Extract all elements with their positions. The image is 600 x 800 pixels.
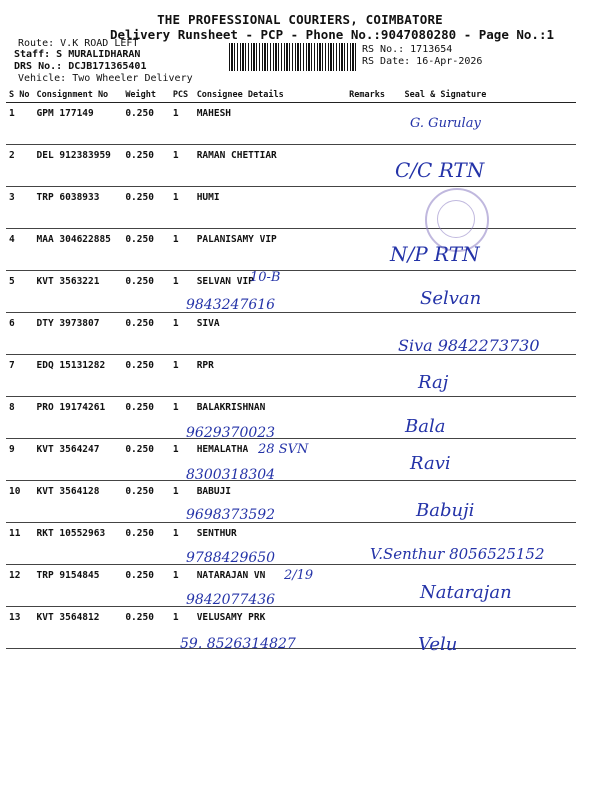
- cell-weight: 0.250: [122, 313, 170, 355]
- cell-remarks: [346, 271, 401, 313]
- table-row: [6, 481, 576, 523]
- signature-row-8: Bala: [405, 416, 446, 437]
- cell-consignee: HEMALATHA: [194, 439, 346, 481]
- signature-row-1: G. Gurulay: [410, 116, 481, 131]
- cell-consignee: VELUSAMY PRK: [194, 607, 346, 649]
- cell-consignee: SIVA: [194, 313, 346, 355]
- cell-weight: 0.250: [122, 565, 170, 607]
- cell-remarks: [346, 145, 401, 187]
- cell-pcs: 1: [170, 145, 194, 187]
- col-header-pcs: PCS: [170, 88, 194, 103]
- cell-pcs: 1: [170, 607, 194, 649]
- runsheet-table: [6, 88, 576, 649]
- cell-consignee: MAHESH: [194, 103, 346, 145]
- cell-pcs: 1: [170, 523, 194, 565]
- cell-pcs: 1: [170, 103, 194, 145]
- route-line: [18, 38, 138, 49]
- cell-sno: 6: [6, 313, 34, 355]
- cell-sno: 8: [6, 397, 34, 439]
- phone-row-10: 9698373592: [186, 507, 276, 523]
- col-header-weight: Weight: [122, 88, 170, 103]
- cell-remarks: [346, 439, 401, 481]
- cell-consignment: KVT 3564247: [34, 439, 123, 481]
- cell-remarks: [346, 187, 401, 229]
- cell-consignment: DEL 912383959: [34, 145, 123, 187]
- signature-row-12: Natarajan: [420, 582, 512, 603]
- cell-sno: 13: [6, 607, 34, 649]
- cell-consignment: RKT 10552963: [34, 523, 123, 565]
- cell-remarks: [346, 481, 401, 523]
- cell-sno: 5: [6, 271, 34, 313]
- note-row-9: 28 SVN: [258, 442, 309, 457]
- cell-consignee: RPR: [194, 355, 346, 397]
- cell-consignee: PALANISAMY VIP: [194, 229, 346, 271]
- cell-pcs: 1: [170, 397, 194, 439]
- cell-consignee: BALAKRISHNAN: [194, 397, 346, 439]
- col-header-sno: S No: [6, 88, 34, 103]
- cell-consignment: DTY 3973807: [34, 313, 123, 355]
- signature-row-2: C/C RTN: [395, 158, 485, 182]
- cell-pcs: 1: [170, 229, 194, 271]
- cell-weight: 0.250: [122, 607, 170, 649]
- cell-weight: 0.250: [122, 103, 170, 145]
- cell-consignee: HUMI: [194, 187, 346, 229]
- cell-remarks: [346, 397, 401, 439]
- cell-consignment: GPM 177149: [34, 103, 123, 145]
- drs-label: DRS No.:: [14, 61, 63, 72]
- cell-pcs: 1: [170, 313, 194, 355]
- signature-row-13: Velu: [418, 634, 458, 655]
- cell-sno: 2: [6, 145, 34, 187]
- cell-weight: 0.250: [122, 397, 170, 439]
- cell-consignee: RAMAN CHETTIAR: [194, 145, 346, 187]
- table-header-row: [6, 88, 576, 103]
- phone-row-11: 9788429650: [186, 550, 276, 566]
- cell-consignee: SENTHUR: [194, 523, 346, 565]
- signature-row-7: Raj: [418, 372, 449, 393]
- phone-row-9: 8300318304: [186, 467, 276, 483]
- signature-row-5: Selvan: [420, 288, 482, 309]
- note-row-12: 2/19: [284, 568, 314, 583]
- cell-sno: 4: [6, 229, 34, 271]
- cell-consignee: SELVAN VIP: [194, 271, 346, 313]
- phone-row-5: 9843247616: [186, 297, 276, 313]
- table-row: [6, 145, 576, 187]
- barcode: [229, 43, 357, 71]
- vehicle-line: [18, 73, 193, 84]
- table-row: [6, 271, 576, 313]
- signature-row-11: V.Senthur 8056525152: [370, 545, 545, 563]
- signature-row-4: N/P RTN: [390, 242, 480, 266]
- cell-weight: 0.250: [122, 145, 170, 187]
- note-row-5: 10-B: [250, 270, 281, 285]
- cell-sno: 11: [6, 523, 34, 565]
- col-header-consignment: Consignment No: [34, 88, 123, 103]
- cell-consignment: KVT 3564128: [34, 481, 123, 523]
- drs-line: [14, 61, 146, 72]
- cell-weight: 0.250: [122, 481, 170, 523]
- route-value: V.K ROAD LEFT: [60, 38, 139, 49]
- cell-consignee: BABUJI: [194, 481, 346, 523]
- cell-weight: 0.250: [122, 187, 170, 229]
- cell-sno: 7: [6, 355, 34, 397]
- cell-sno: 9: [6, 439, 34, 481]
- route-label: Route:: [18, 38, 55, 49]
- staff-line: [14, 49, 140, 60]
- vehicle-value: Two Wheeler Delivery: [72, 73, 193, 84]
- cell-remarks: [346, 355, 401, 397]
- cell-pcs: 1: [170, 271, 194, 313]
- cell-consignment: TRP 9154845: [34, 565, 123, 607]
- cell-sno: 1: [6, 103, 34, 145]
- table-row: [6, 229, 576, 271]
- cell-consignment: EDQ 15131282: [34, 355, 123, 397]
- cell-remarks: [346, 565, 401, 607]
- cell-consignment: KVT 3563221: [34, 271, 123, 313]
- phone-row-12: 9842077436: [186, 592, 276, 608]
- company-name: THE PROFESSIONAL COURIERS, COIMBATORE: [157, 12, 443, 27]
- phone-row-13: 59. 8526314827: [180, 636, 296, 652]
- cell-remarks: [346, 313, 401, 355]
- staff-label: Staff:: [14, 49, 51, 60]
- rs-date: RS Date: 16-Apr-2026: [362, 56, 483, 67]
- cell-sno: 10: [6, 481, 34, 523]
- table-row: [6, 397, 576, 439]
- cell-pcs: 1: [170, 439, 194, 481]
- cell-pcs: 1: [170, 481, 194, 523]
- cell-remarks: [346, 607, 401, 649]
- table-row: [6, 355, 576, 397]
- drs-value: DCJB171365401: [68, 61, 147, 72]
- cell-pcs: 1: [170, 187, 194, 229]
- signature-row-10: Babuji: [416, 500, 475, 521]
- signature-row-9: Ravi: [410, 453, 451, 474]
- cell-weight: 0.250: [122, 439, 170, 481]
- signature-row-6: Siva 9842273730: [398, 336, 540, 355]
- table-row: [6, 103, 576, 145]
- cell-consignment: PRO 19174261: [34, 397, 123, 439]
- cell-pcs: 1: [170, 565, 194, 607]
- col-header-remarks: Remarks: [346, 88, 401, 103]
- runsheet-title: Delivery Runsheet - PCP - Phone No.:9047080280 - Page No.:1: [110, 27, 555, 42]
- seal-stamp-inner: [437, 200, 475, 238]
- cell-consignment: KVT 3564812: [34, 607, 123, 649]
- staff-value: S MURALIDHARAN: [56, 49, 141, 60]
- cell-pcs: 1: [170, 355, 194, 397]
- vehicle-label: Vehicle:: [18, 73, 67, 84]
- rs-number: RS No.: 1713654: [362, 44, 453, 55]
- col-header-consignee: Consignee Details: [194, 88, 346, 103]
- cell-consignment: MAA 304622885: [34, 229, 123, 271]
- cell-weight: 0.250: [122, 523, 170, 565]
- cell-consignee: NATARAJAN VN: [194, 565, 346, 607]
- phone-row-8: 9629370023: [186, 425, 276, 441]
- cell-weight: 0.250: [122, 229, 170, 271]
- cell-weight: 0.250: [122, 271, 170, 313]
- table-row: [6, 187, 576, 229]
- cell-remarks: [346, 103, 401, 145]
- cell-weight: 0.250: [122, 355, 170, 397]
- col-header-seal: Seal & Signature: [402, 88, 576, 103]
- cell-sno: 3: [6, 187, 34, 229]
- cell-sno: 12: [6, 565, 34, 607]
- cell-consignment: TRP 6038933: [34, 187, 123, 229]
